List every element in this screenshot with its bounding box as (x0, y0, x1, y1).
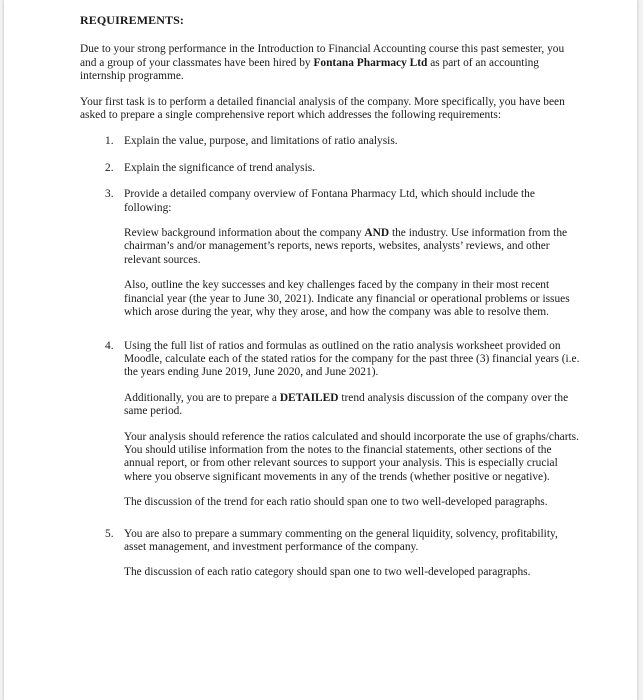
item-4-p1-bold: DETAILED (279, 391, 339, 404)
item-number: 5. (105, 527, 114, 540)
item-5-paragraph-1: The discussion of each ratio category should span one to two well-developed paragraphs. (124, 566, 531, 579)
intro-text-a: Due to your strong performance in the Introduction to Financial Accounting course this past semester, you and a group of your classmates have been hired by (80, 43, 565, 69)
company-name-bold: Fontana Pharmacy Ltd (313, 56, 428, 69)
list-item-5 (80, 528, 580, 580)
document-page (4, 0, 637, 700)
item-number: 2. (105, 161, 114, 174)
item-4-paragraph-3: The discussion of the trend for each ratio should span one to two well-developed paragraphs. (124, 496, 548, 509)
item-text: You are also to prepare a summary commenting on the general liquidity, solvency, profitability, asset management, and investment performance of the company. (124, 527, 558, 553)
document-content (80, 14, 580, 593)
item-text: Provide a detailed company overview of Fontana Pharmacy Ltd, which should include the following: (124, 188, 535, 214)
item-4-paragraph-1 (124, 392, 580, 419)
item-number: 4. (105, 339, 114, 352)
item-4-p1-text-c: trend analysis discussion of the company over the same period. (124, 391, 569, 418)
item-4-paragraph-2: Your analysis should reference the ratios calculated and should incorporate the use of graphs/charts. You should utilise information from the notes to the financial statements, other sections of the annual report, or from other relevant sources to support your analysis. This is especially crucial where you observe significant movements in any of the trends (whether positive or negative). (124, 430, 579, 483)
requirements-list (80, 135, 580, 579)
item-3-p1-bold: AND (364, 227, 390, 240)
list-item-3 (80, 188, 580, 319)
intro-paragraph-2: Your first task is to perform a detailed financial analysis of the company. More specifically, you have been asked to prepare a single comprehensive report which addresses the following requirements: (80, 95, 565, 122)
item-3-p1-text-c: the industry. Use information from the chairman’s and/or management’s reports, news reports, websites, analysts’ reviews, and other relevant sources. (124, 227, 568, 266)
item-4-p1-text-a: Additionally, you are to prepare a (124, 391, 280, 404)
requirements-heading: REQUIREMENTS: (80, 13, 184, 27)
item-text: Explain the value, purpose, and limitations of ratio analysis. (124, 135, 398, 148)
item-3-paragraph-1 (124, 227, 580, 267)
item-3-paragraph-2: Also, outline the key successes and key challenges faced by the company in their most recent financial year (the year to June 30, 2021). Indicate any financial or operational problems or issues which arose during the year, why they arose, and how the company was able to resolve them. (124, 279, 570, 319)
list-item-1 (80, 135, 580, 148)
list-item-2 (80, 162, 580, 175)
item-3-p1-text-a: Review background information about the company (124, 227, 365, 240)
list-item-4 (80, 340, 580, 510)
item-number: 3. (105, 188, 114, 201)
intro-paragraph-1 (80, 43, 580, 83)
item-text: Explain the significance of trend analysis. (124, 161, 316, 174)
intro-text-c: as part of an accounting internship programme. (80, 56, 540, 83)
item-text: Using the full list of ratios and formulas as outlined on the ratio analysis worksheet provided on Moodle, calculate each of the stated ratios for the company for the past three (3) financial years (i.e. the years ending June 2019, June 2020, and June 2021). (124, 339, 580, 379)
item-number: 1. (105, 135, 114, 148)
